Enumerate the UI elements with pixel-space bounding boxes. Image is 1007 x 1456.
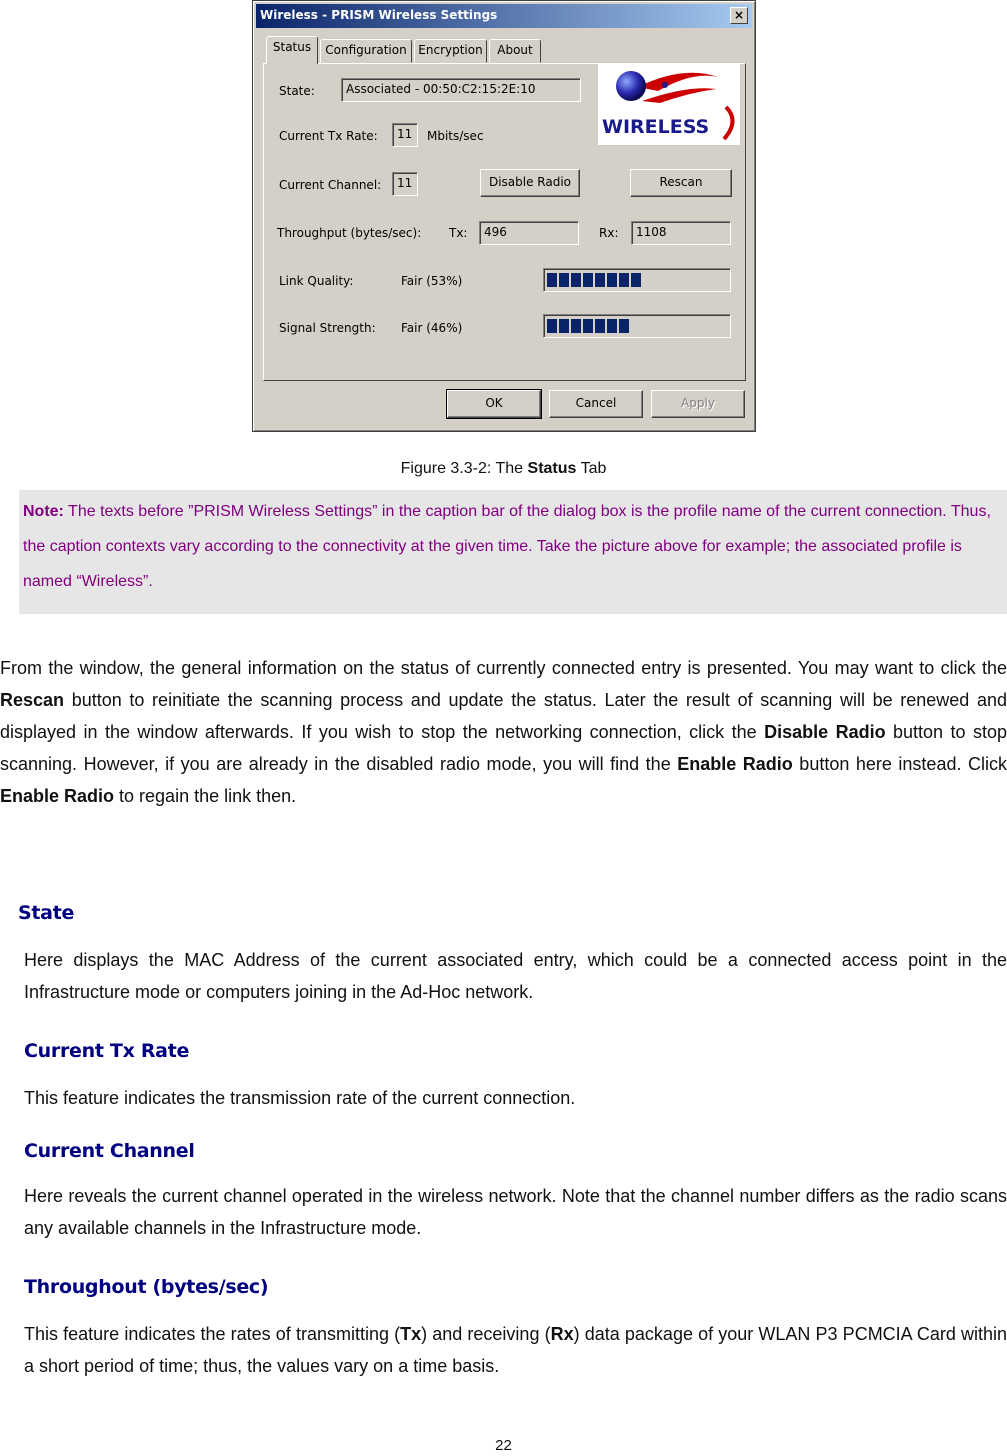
throughput-text-2: ) and receiving ( [421,1324,551,1344]
close-icon[interactable]: × [730,7,748,24]
note-box [19,490,1007,614]
page-number: 22 [495,1437,512,1454]
tx-rate-label: Current Tx Rate: [279,129,378,143]
state-text: Here displays the MAC Address of the current associated entry, which could be a connected access point in the Infrastructure mode or computers joining in the Ad-Hoc network. [24,950,1007,1002]
rx-label: Rx: [599,226,619,240]
signal-strength-value: Fair (46%) [401,321,463,335]
intro-bold-enable-radio-2: Enable Radio [0,786,115,806]
tab-encryption[interactable]: Encryption [414,39,487,63]
tab-configuration[interactable]: Configuration [320,39,412,63]
throughput-text-3: ) data package of your WLAN P3 PCMCIA Card within a short period of time; thus, the values vary on a time basis. [24,1324,1007,1376]
intro-paragraph [0,652,1007,812]
dialog-title-bar[interactable] [256,4,752,28]
throughput-label: Throughput (bytes/sec): [277,226,422,240]
link-quality-bar [543,268,731,292]
tx-field: 496 [479,221,579,245]
state-heading: State [18,902,75,924]
intro-bold-enable-radio: Enable Radio [677,754,793,774]
tab-status[interactable]: Status [266,36,318,64]
throughput-text [24,1318,1007,1382]
cancel-button[interactable]: Cancel [549,390,643,418]
dialog-title: Wireless - PRISM Wireless Settings [260,8,498,22]
link-quality-fill [547,273,642,287]
tx-rate-heading: Current Tx Rate [24,1040,190,1062]
tx-label: Tx: [449,226,468,240]
intro-text-2: button to reinitiate the scanning process and update the status. Later the result of scanning will be renewed and displayed in the window afterwards. If you wish to stop the networking connection, click the [0,690,1007,742]
tx-rate-field: 11 [392,123,418,147]
apply-button[interactable]: Apply [651,390,745,418]
disable-radio-button[interactable]: Disable Radio [480,169,580,197]
signal-strength-fill [547,319,630,333]
intro-text-4: button here instead. Click [792,754,1007,774]
link-quality-value: Fair (53%) [401,274,463,288]
note-label: Note: [23,503,64,520]
figure-caption [0,460,1007,478]
tx-rate-unit: Mbits/sec [427,129,484,143]
throughput-text-1: This feature indicates the rates of transmitting ( [24,1324,401,1344]
throughput-bold-rx: Rx [550,1324,574,1344]
intro-text-3: button to stop scanning. However, if you are already in the disabled radio mode, you will find the [0,722,1007,774]
channel-field: 11 [392,172,418,196]
state-field: Associated - 00:50:C2:15:2E:10 [341,78,581,102]
rescan-button[interactable]: Rescan [630,169,732,197]
throughput-heading: Throughout (bytes/sec) [24,1276,269,1298]
logo-globe [616,71,646,101]
intro-bold-rescan: Rescan [0,690,65,710]
caption-bold: Status [527,460,577,477]
prism-settings-dialog [252,0,756,432]
channel-label: Current Channel: [279,178,382,192]
channel-text: Here reveals the current channel operated in the wireless network. Note that the channel number differs as the radio scans any available channels in the Infrastructure mode. [24,1186,1007,1238]
signal-strength-label: Signal Strength: [279,321,376,335]
logo-text: WIRELESS [602,116,710,138]
rx-field: 1108 [631,221,731,245]
ok-button[interactable]: OK [447,390,541,418]
tab-about[interactable]: About [489,39,541,63]
intro-text-1: From the window, the general information on the status of currently connected entry is presented. You may want to click the [0,658,1007,678]
note-text: The texts before ”PRISM Wireless Settings” in the caption bar of the dialog box is the profile name of the current connection. Thus, the caption contexts vary according to the connectivity at the given time. Take the picture above for example; the associated profile is named “Wireless”. [23,503,991,590]
tx-rate-text: This feature indicates the transmission rate of the current connection. [24,1088,576,1108]
wireless-logo [598,63,740,145]
intro-text-5: to regain the link then. [114,786,297,806]
link-quality-label: Link Quality: [279,274,354,288]
logo-dot [662,82,668,88]
caption-prefix: Figure 3.3-2: The [400,460,528,477]
channel-heading: Current Channel [24,1140,195,1162]
state-label: State: [279,84,315,98]
caption-suffix: Tab [576,460,607,477]
throughput-bold-tx: Tx [400,1324,422,1344]
signal-strength-bar [543,314,731,338]
intro-bold-disable-radio: Disable Radio [764,722,886,742]
